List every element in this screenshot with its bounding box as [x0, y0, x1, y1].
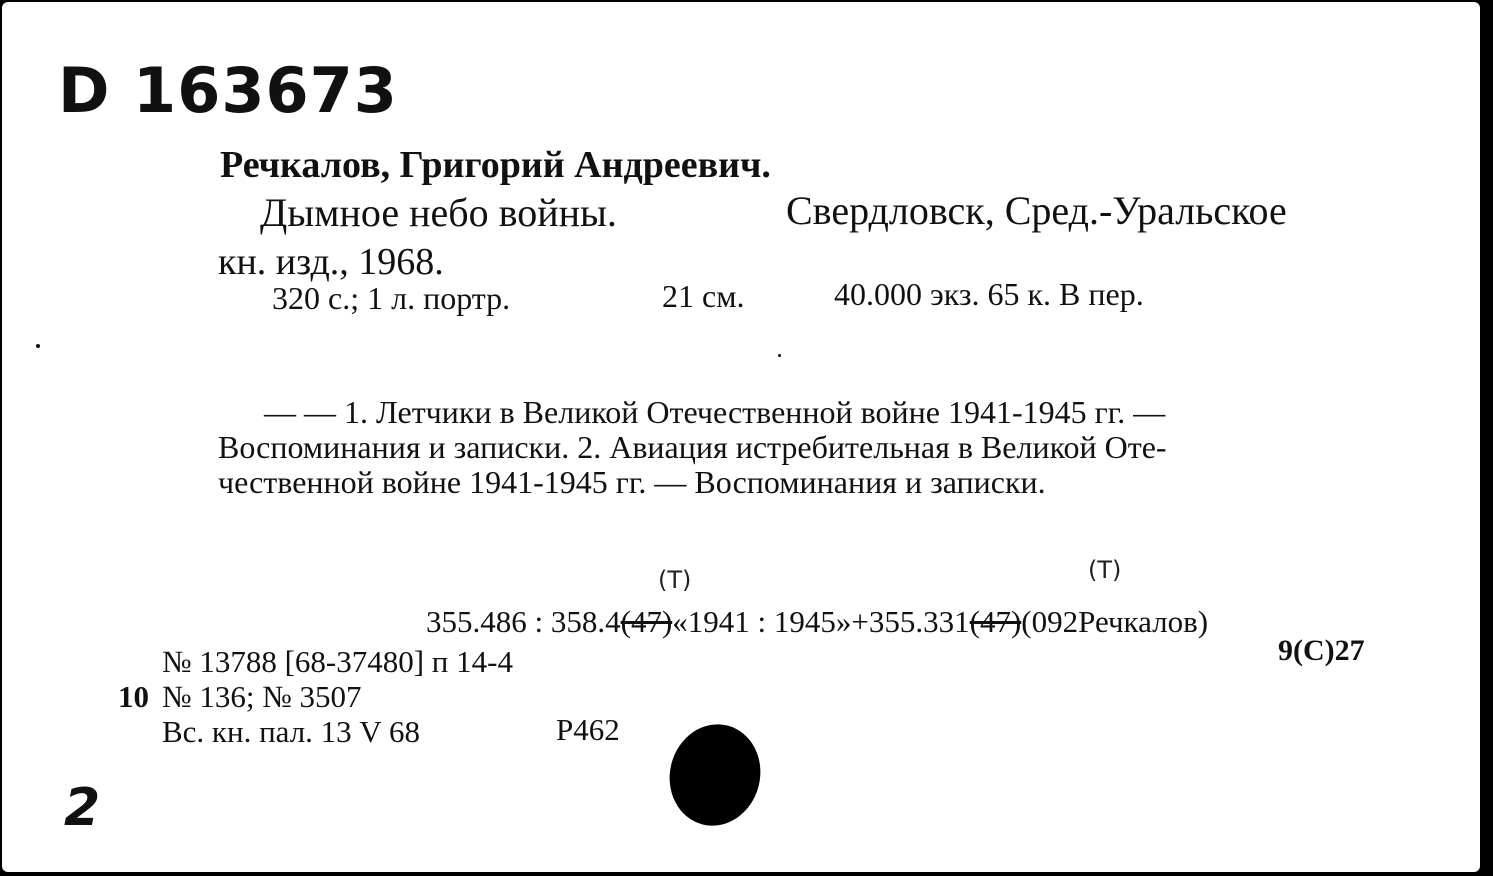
book-title: Дымное небо войны. — [260, 190, 617, 235]
author-heading: Речкалов, Григорий Андреевич. — [220, 144, 771, 186]
card-edge — [1480, 0, 1493, 876]
physical-description: 320 с.; 1 л. портр. — [272, 280, 511, 316]
udc-part: «1941 : 1945»+355.331 — [672, 604, 970, 639]
struck-part: (47) — [969, 604, 1022, 639]
speck — [778, 354, 781, 357]
catalog-card — [2, 2, 1480, 872]
counter: 10 — [118, 679, 149, 714]
record-number: № 13788 [68-37480] п 14-4 — [162, 644, 513, 679]
udc-part: 355.486 : 358.4 — [426, 604, 621, 639]
handwritten-annotation: (Т) — [1088, 556, 1122, 584]
handwritten-annotation: (Т) — [658, 566, 692, 594]
subject-line: Воспоминания и записки. 2. Авиация истребительная в Великой Оте- — [218, 429, 1167, 465]
speck — [36, 344, 40, 348]
classification-index — [426, 606, 1208, 637]
book-chamber-line: Вс. кн. пал. 13 V 68 — [162, 714, 421, 749]
numbers-line: № 136; № 3507 — [162, 679, 362, 714]
struck-part: (47) — [620, 604, 673, 639]
subject-line: чественной войне 1941-1945 гг. — Воспоминания и записки. — [218, 464, 1046, 500]
p-code: Р462 — [556, 712, 620, 747]
subject-line: — — 1. Летчики в Великой Отечественной войне 1941-1945 гг. — — [264, 394, 1166, 430]
udc-part: (092Речкалов) — [1021, 604, 1209, 639]
bbk-code: 9(С)27 — [1278, 634, 1365, 667]
handwritten-mark: 2 — [64, 778, 101, 838]
punch-hole — [659, 715, 771, 836]
publisher-year: кн. изд., 1968. — [218, 241, 444, 283]
copies-and-price: 40.000 экз. 65 к. В пер. — [834, 276, 1144, 312]
call-number: D 163673 — [58, 54, 398, 127]
publication-place: Свердловск, Сред.-Уральское — [786, 188, 1287, 233]
book-size: 21 см. — [662, 278, 745, 314]
